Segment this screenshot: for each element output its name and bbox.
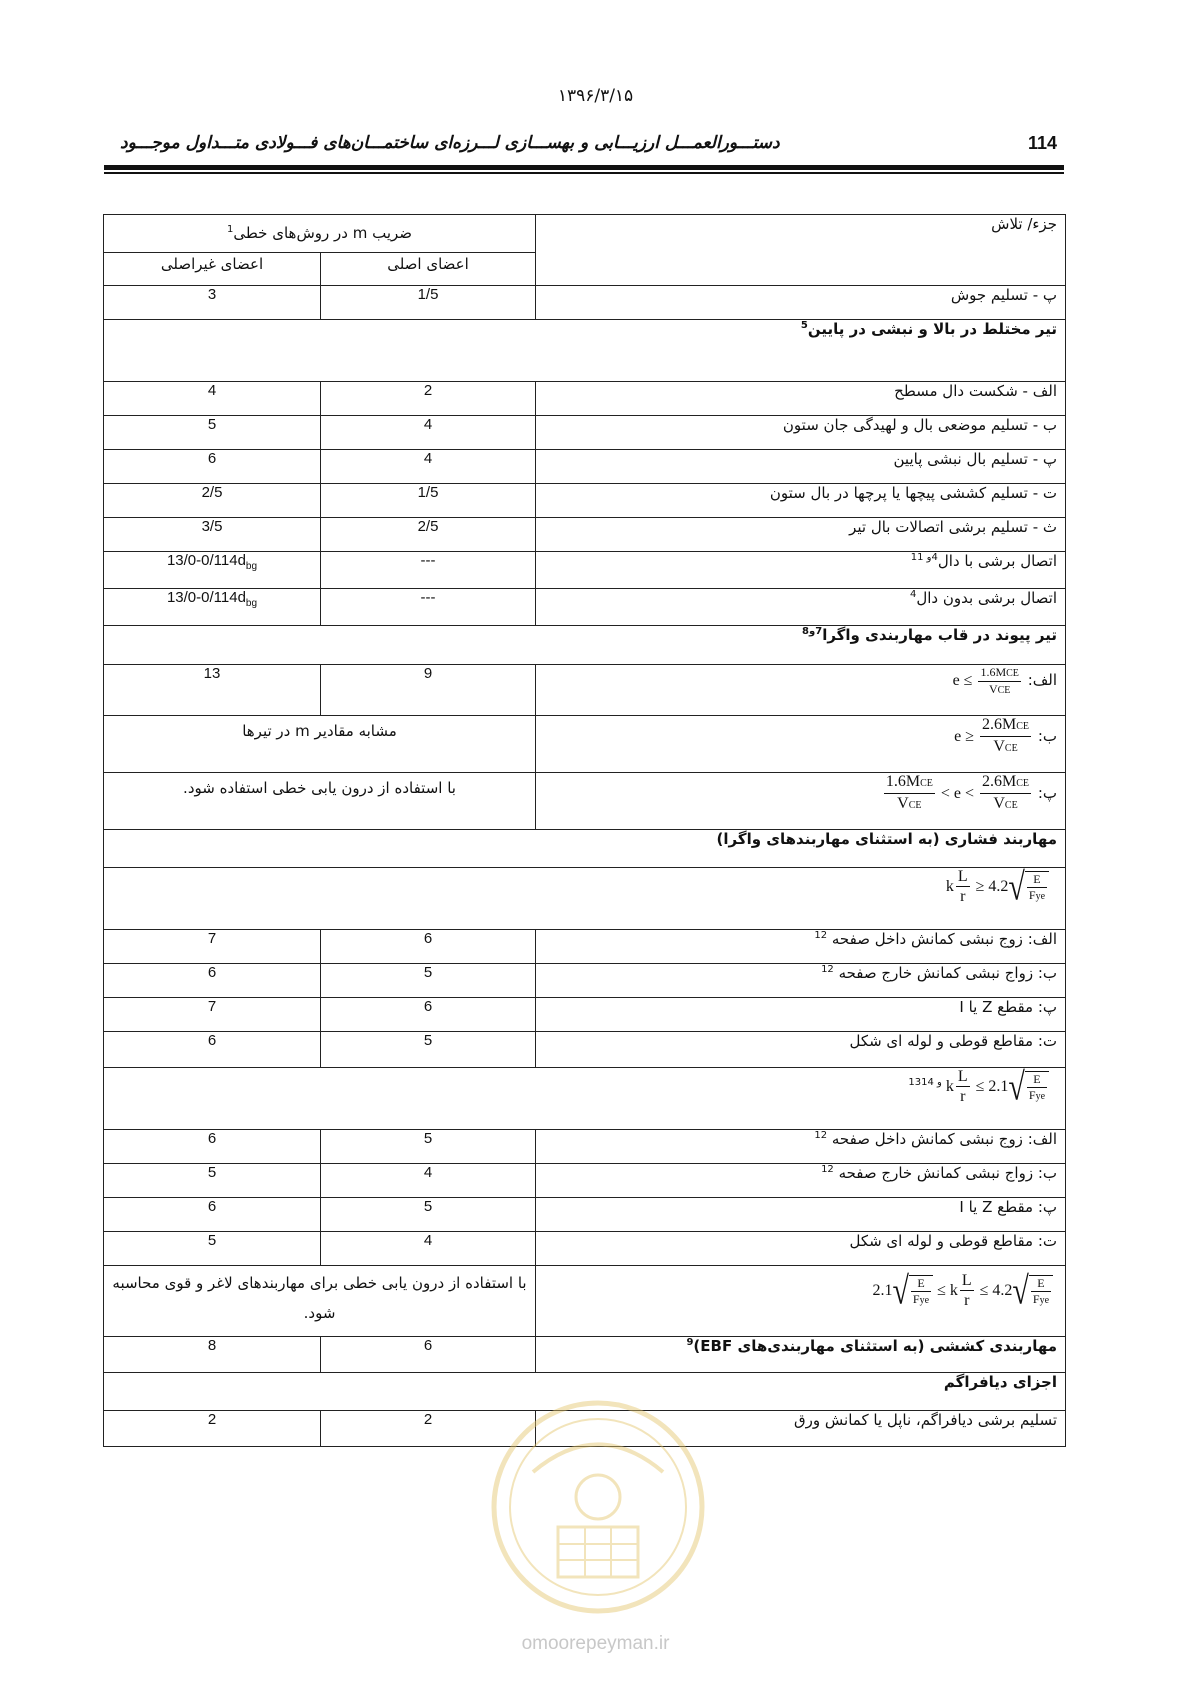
- link-b-formula: e ≥ $\frac{\text{2.6MCE}}{\text{VCE}}$: [954, 716, 1030, 755]
- header-component: جزء/ تلاش: [536, 215, 1066, 286]
- header-rule-thin: [104, 172, 1064, 174]
- table-header-row: [104, 215, 1066, 253]
- m-factor-table: [103, 214, 1066, 1447]
- table-row: پ: مقطع Z یا I 5 6: [104, 1198, 1066, 1232]
- table-row: مهاربندی کششی (به استثنای مهاربندی‌های EBF)$^9$ 6 8: [104, 1337, 1066, 1373]
- table-row: ت - تسلیم کششی پیچها یا پرچها در بال ستون 1/5 2/5: [104, 484, 1066, 518]
- table-row: اتصال برشی بدون دال$^4$ --- $13/0-0/114d_{bg}$: [104, 589, 1066, 626]
- table-row: پ: مقطع Z یا I 6 7: [104, 998, 1066, 1032]
- table-row: ب: e ≥ $\frac{\text{2.6MCE}}{\text{VCE}}$ مشابه مقادیر m در تیرها: [104, 716, 1066, 773]
- section-row: مهاربند فشاری (به استثنای مهاربندهای واگرا): [104, 830, 1066, 868]
- table-row: 2.1 √ $\frac{E}{\text{Fye}}$ ≤ k $\frac{L}{r}$ ≤ 4.2 √ $\frac{E}{\text{Fye}}$ با استفاده از درون یابی خطی برای مهاربندهای لاغر و قوی محاسبه شود.: [104, 1266, 1066, 1337]
- slender-formula: k $\frac{L}{r}$ ≥ 4.2 √ $\frac{E}{\text{Fye}}$: [946, 868, 1049, 907]
- header-m-factor: ضریب m در روش‌های خطی$^1$: [104, 215, 536, 253]
- link-c-formula: $\frac{\text{1.6MCE}}{\text{VCE}}$ < e < $\frac{\text{2.6MCE}}{\text{VCE}}$: [885, 773, 1030, 812]
- section-row: تیر مختلط در بالا و نبشی در پایین$^5$: [104, 320, 1066, 382]
- section-row: تیر پیوند در قاب مهاربندی واگرا$^{7و8}$: [104, 626, 1066, 665]
- watermark-site: omoorepeyman.ir: [521, 1633, 670, 1654]
- table-row: ب - تسلیم موضعی بال و لهیدگی جان ستون 4 5: [104, 416, 1066, 450]
- table-row: الف: e ≤ $\frac{\text{1.6MCE}}{\text{VCE}}$ 9 13: [104, 665, 1066, 716]
- table-row: پ: $\frac{\text{1.6MCE}}{\text{VCE}}$ < e < $\frac{\text{2.6MCE}}{\text{VCE}}$ با استفاده از درون یابی خطی استفاده شود.: [104, 773, 1066, 830]
- header-rule-thick: [104, 165, 1064, 170]
- watermark-seal-icon: [488, 1397, 708, 1617]
- table-row: الف - شکست دال مسطح 2 4: [104, 382, 1066, 416]
- link-a-formula: e ≤ $\frac{\text{1.6MCE}}{\text{VCE}}$: [952, 665, 1019, 696]
- intermediate-formula: 2.1 √ $\frac{E}{\text{Fye}}$ ≤ k $\frac{L}{r}$ ≤ 4.2 √ $\frac{E}{\text{Fye}}$: [872, 1272, 1053, 1311]
- page-number: 114: [1028, 133, 1058, 153]
- table-row: الف: زوج نبشی کمانش داخل صفحه $^{12}$ 6 7: [104, 930, 1066, 964]
- table-row: تسلیم برشی دیافراگم، ناپل یا کمانش ورق 2 2: [104, 1411, 1066, 1447]
- table-row: اتصال برشی با دال$^{4و 11}$ --- $13/0-0/114d_{bg}$: [104, 552, 1066, 589]
- table-row: الف: زوج نبشی کمانش داخل صفحه $^{12}$ 5 6: [104, 1130, 1066, 1164]
- table-row: ت: مقاطع قوطی و لوله ای شکل 4 5: [104, 1232, 1066, 1266]
- table-row: پ - تسلیم جوش 1/5 3: [104, 286, 1066, 320]
- stocky-formula: $^{13و 14}$ k $\frac{L}{r}$ ≤ 2.1 √ $\frac{E}{\text{Fye}}$: [908, 1068, 1049, 1107]
- header-primary: اعضای اصلی: [321, 253, 536, 286]
- header-secondary: اعضای غیراصلی: [104, 253, 321, 286]
- table-row: ث - تسلیم برشی اتصالات بال تیر 2/5 3/5: [104, 518, 1066, 552]
- section-row: اجزای دیافراگم: [104, 1373, 1066, 1411]
- header-date: ۱۳۹۶/۳/۱۵: [557, 86, 634, 106]
- formula-row: [104, 1068, 1066, 1130]
- table-row: پ - تسلیم بال نبشی پایین 4 6: [104, 450, 1066, 484]
- table-row: ب: زواج نبشی کمانش خارج صفحه $^{12}$ 5 6: [104, 964, 1066, 998]
- formula-row: [104, 868, 1066, 930]
- running-title: دستـــورالعمـــل ارزیـــابی و بهســـازی لـــرزه‌ای ساختمـــان‌های فـــولادی متـــداول موجـــود: [120, 133, 780, 153]
- table-row: ب: زواج نبشی کمانش خارج صفحه $^{12}$ 4 5: [104, 1164, 1066, 1198]
- table-row: ت: مقاطع قوطی و لوله ای شکل 5 6: [104, 1032, 1066, 1068]
